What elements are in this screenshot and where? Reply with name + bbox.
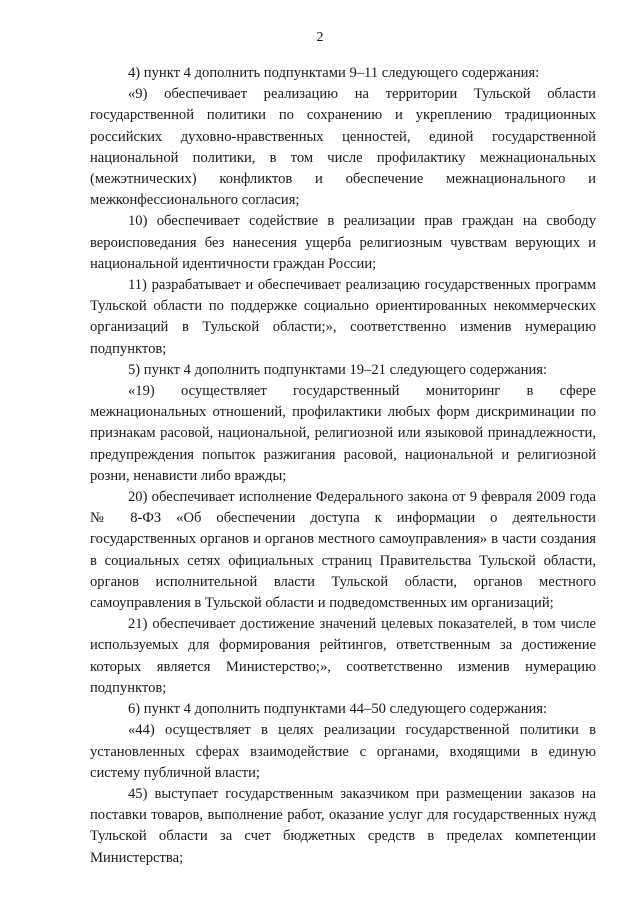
page-number: 2 xyxy=(316,30,324,45)
paragraph: 21) обеспечивает достижение значений целевых показателей, в том числе используемых для формирования рейтингов, ответственным за достижение которых является Министерство;», соответственно изменив нумерацию подпунктов; xyxy=(90,616,596,696)
paragraph: 6) пункт 4 дополнить подпунктами 44–50 следующего содержания: xyxy=(128,701,548,718)
paragraph: «19) осуществляет государственный мониторинг в сфере межнациональных отношений, профилактики любых форм дискриминации по признакам расовой, национальной, религиозной или языковой принадлежности, предупреждения попыток разжигания расовой, национальной и религиозной розни, ненависти либо вражды; xyxy=(90,383,596,484)
paragraph: 11) разрабатывает и обеспечивает реализацию государственных программ Тульской области по поддержке социально ориентированных некоммерческих организаций в Тульской области;», соответственно изменив нумерацию подпунктов; xyxy=(90,277,596,357)
document-body xyxy=(90,63,596,869)
paragraph: «44) осуществляет в целях реализации государственной политики в установленных сферах взаимодействие с органами, входящими в единую систему публичной власти; xyxy=(90,722,596,781)
paragraph: 10) обеспечивает содействие в реализации прав граждан на свободу вероисповедания без нанесения ущерба религиозным чувствам верующих и национальной идентичности граждан России; xyxy=(90,213,596,272)
paragraph: «9) обеспечивает реализацию на территории Тульской области государственной политики по сохранению и укреплению традиционных российских духовно-нравственных ценностей, единой государственной национальной политики, в том числе профилактику межнациональных (межэтнических) конфликтов и обеспечение межнационального и межконфессионального согласия; xyxy=(90,86,596,209)
paragraph: 45) выступает государственным заказчиком при размещении заказов на поставки товаров, выполнение работ, оказание услуг для государственных нужд Тульской области за счет бюджетных средств в пределах компетенции Министерства; xyxy=(90,785,596,866)
paragraph: 20) обеспечивает исполнение Федерального закона от 9 февраля 2009 года № 8-ФЗ «Об обеспечении доступа к информации о деятельности государственных органов и органов местного самоуправления» в части создания в социальных сетях официальных страниц Правительства Тульской области, органов исполнительной власти Тульской области, органов местного самоуправления в Тульской области и подведомственных им организаций; xyxy=(90,489,596,612)
paragraph: 5) пункт 4 дополнить подпунктами 19–21 следующего содержания: xyxy=(128,361,548,378)
paragraph: 4) пункт 4 дополнить подпунктами 9–11 следующего содержания: xyxy=(128,65,540,81)
